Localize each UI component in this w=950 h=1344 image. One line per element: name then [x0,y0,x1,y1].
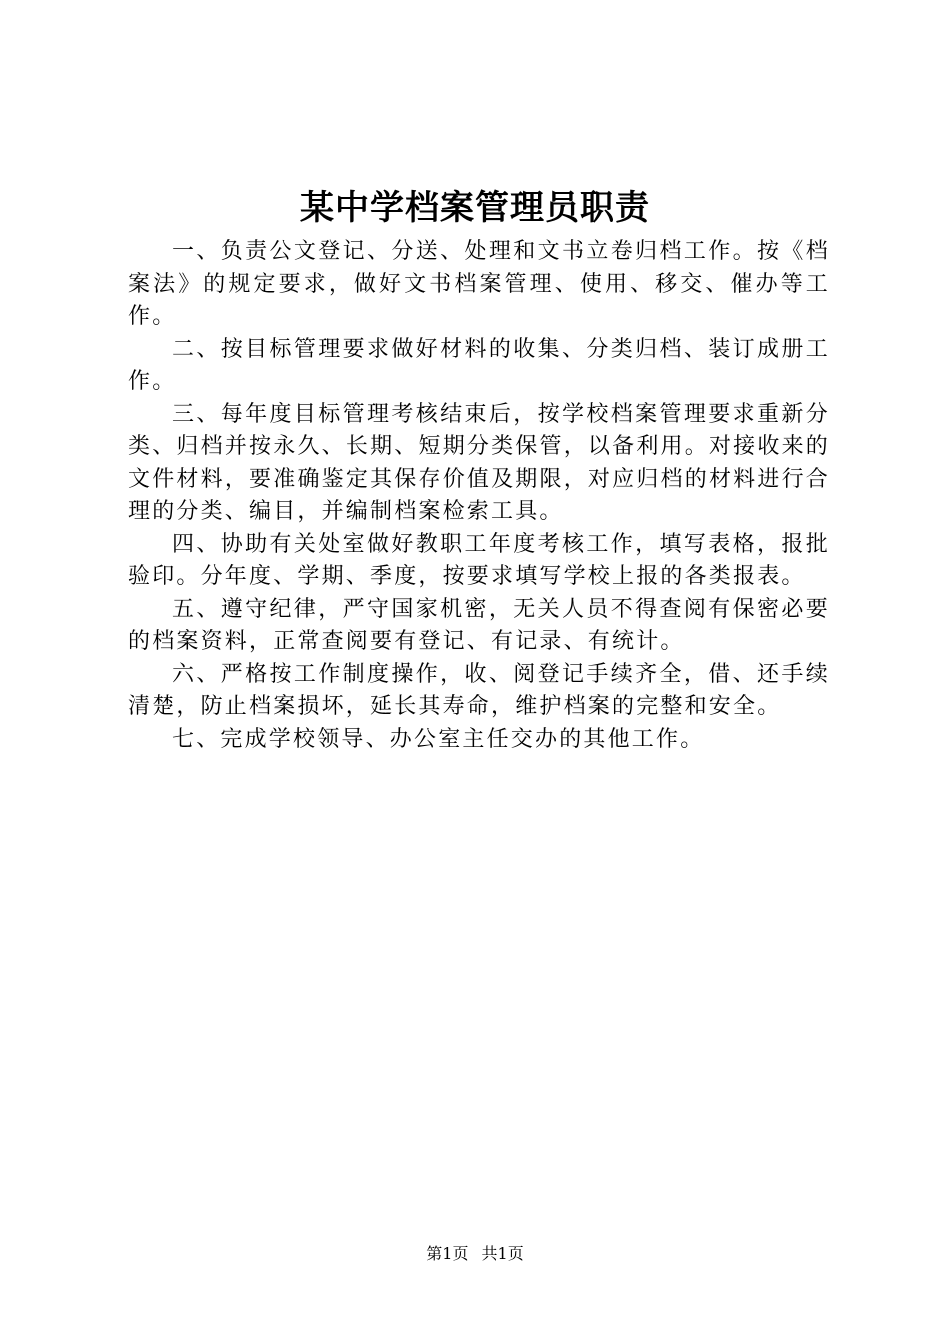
paragraph-3: 三、每年度目标管理考核结束后，按学校档案管理要求重新分类、归档并按永久、长期、短期分类保管，以备利用。对接收来的文件材料，要准确鉴定其保存价值及期限，对应归档的材料进行合理的分类、编目，并编制档案检索工具。 [128,401,830,524]
document-title: 某中学档案管理员职责 [300,188,650,228]
paragraph-1: 一、负责公文登记、分送、处理和文书立卷归档工作。按《档案法》的规定要求，做好文书档案管理、使用、移交、催办等工作。 [128,239,830,329]
page-footer [0,1242,950,1266]
page-number-current: 第1页 [426,1244,469,1263]
paragraph-2: 二、按目标管理要求做好材料的收集、分类归档、装订成册工作。 [128,336,830,394]
page-number-total: 共1页 [481,1244,524,1263]
paragraph-5: 五、遵守纪律，严守国家机密，无关人员不得查阅有保密必要的档案资料，正常查阅要有登记、有记录、有统计。 [128,596,830,654]
document-body [128,236,830,756]
paragraph-6: 六、严格按工作制度操作，收、阅登记手续齐全，借、还手续清楚，防止档案损坏，延长其寿命，维护档案的完整和安全。 [128,661,830,719]
paragraph-7: 七、完成学校领导、办公室主任交办的其他工作。 [172,726,705,752]
paragraph-4: 四、协助有关处室做好教职工年度考核工作，填写表格，报批验印。分年度、学期、季度，按要求填写学校上报的各类报表。 [128,531,830,589]
